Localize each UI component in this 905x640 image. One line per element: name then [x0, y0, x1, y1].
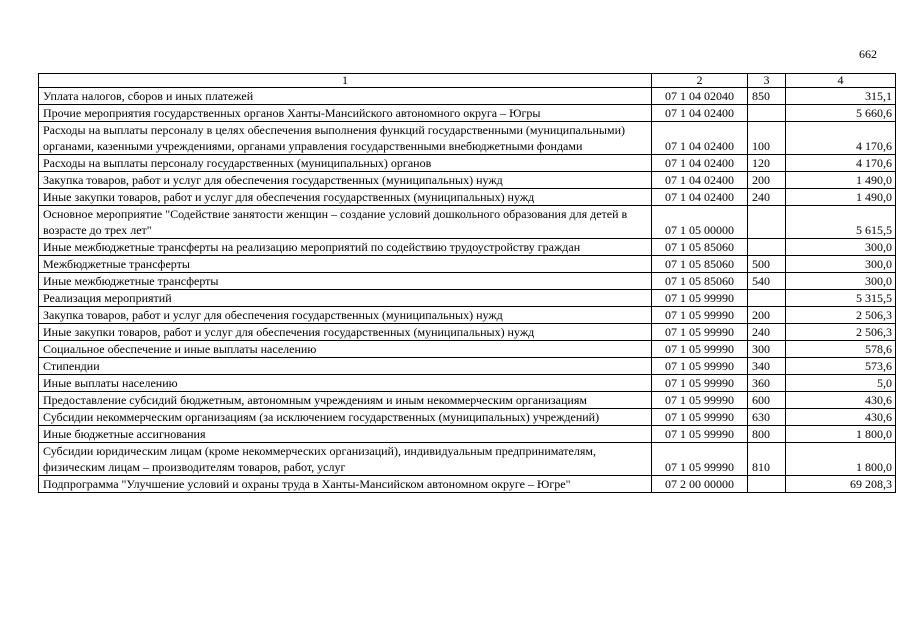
table-row	[39, 375, 896, 392]
row-type-cell: 630	[748, 409, 786, 426]
row-code-cell: 07 1 05 99990	[652, 392, 748, 409]
row-code-cell: 07 2 00 00000	[652, 476, 748, 493]
table-row	[39, 409, 896, 426]
row-name-cell: Социальное обеспечение и иные выплаты населению	[39, 341, 652, 358]
row-type-cell: 200	[748, 307, 786, 324]
table-row	[39, 392, 896, 409]
row-amount-cell: 430,6	[786, 409, 896, 426]
row-name-cell: Основное мероприятие "Содействие занятости женщин – создание условий дошкольного образования для детей в возрасте до трех лет"	[39, 206, 652, 239]
row-type-cell: 340	[748, 358, 786, 375]
row-code-cell: 07 1 04 02040	[652, 88, 748, 105]
row-amount-cell: 300,0	[786, 256, 896, 273]
row-code-cell: 07 1 05 99990	[652, 409, 748, 426]
table-row	[39, 155, 896, 172]
table-row	[39, 426, 896, 443]
row-amount-cell: 1 490,0	[786, 189, 896, 206]
row-type-cell: 240	[748, 189, 786, 206]
row-code-cell: 07 1 05 99990	[652, 307, 748, 324]
row-amount-cell: 5 660,6	[786, 105, 896, 122]
row-code-cell: 07 1 05 99990	[652, 341, 748, 358]
row-type-cell: 810	[748, 443, 786, 476]
row-name-cell: Прочие мероприятия государственных органов Ханты-Мансийского автономного округа – Югры	[39, 105, 652, 122]
row-type-cell	[748, 206, 786, 239]
row-amount-cell: 4 170,6	[786, 155, 896, 172]
row-amount-cell: 430,6	[786, 392, 896, 409]
row-amount-cell: 300,0	[786, 239, 896, 256]
row-code-cell: 07 1 05 99990	[652, 290, 748, 307]
table-row	[39, 189, 896, 206]
row-name-cell: Стипендии	[39, 358, 652, 375]
table-row	[39, 307, 896, 324]
row-amount-cell: 4 170,6	[786, 122, 896, 155]
row-type-cell: 100	[748, 122, 786, 155]
table-row	[39, 341, 896, 358]
row-amount-cell: 578,6	[786, 341, 896, 358]
table-row	[39, 324, 896, 341]
page-number: 662	[859, 47, 877, 61]
row-name-cell: Реализация мероприятий	[39, 290, 652, 307]
table-header-row	[39, 74, 896, 88]
row-code-cell: 07 1 04 02400	[652, 105, 748, 122]
row-type-cell: 500	[748, 256, 786, 273]
row-name-cell: Иные выплаты населению	[39, 375, 652, 392]
table-row	[39, 206, 896, 239]
row-amount-cell: 5 315,5	[786, 290, 896, 307]
row-name-cell: Подпрограмма "Улучшение условий и охраны труда в Ханты-Мансийском автономном округе – Югре"	[39, 476, 652, 493]
row-code-cell: 07 1 05 99990	[652, 426, 748, 443]
row-amount-cell: 1 800,0	[786, 426, 896, 443]
row-name-cell: Субсидии некоммерческим организациям (за исключением государственных (муниципальных) учреждений)	[39, 409, 652, 426]
row-name-cell: Иные закупки товаров, работ и услуг для обеспечения государственных (муниципальных) нужд	[39, 324, 652, 341]
row-type-cell: 360	[748, 375, 786, 392]
row-type-cell	[748, 239, 786, 256]
row-name-cell: Предоставление субсидий бюджетным, автономным учреждениям и иным некоммерческим организациям	[39, 392, 652, 409]
row-amount-cell: 69 208,3	[786, 476, 896, 493]
row-code-cell: 07 1 05 00000	[652, 206, 748, 239]
table-row	[39, 476, 896, 493]
table-row	[39, 239, 896, 256]
row-type-cell	[748, 476, 786, 493]
row-code-cell: 07 1 05 85060	[652, 256, 748, 273]
table-row	[39, 290, 896, 307]
row-amount-cell: 300,0	[786, 273, 896, 290]
row-amount-cell: 5,0	[786, 375, 896, 392]
row-type-cell: 300	[748, 341, 786, 358]
row-amount-cell: 573,6	[786, 358, 896, 375]
row-code-cell: 07 1 05 99990	[652, 375, 748, 392]
row-code-cell: 07 1 05 99990	[652, 324, 748, 341]
budget-table	[38, 73, 896, 493]
row-code-cell: 07 1 04 02400	[652, 189, 748, 206]
row-amount-cell: 1 490,0	[786, 172, 896, 189]
header-col-1: 1	[39, 74, 652, 88]
row-type-cell: 120	[748, 155, 786, 172]
row-name-cell: Закупка товаров, работ и услуг для обеспечения государственных (муниципальных) нужд	[39, 172, 652, 189]
row-type-cell: 600	[748, 392, 786, 409]
table-row	[39, 172, 896, 189]
row-name-cell: Иные межбюджетные трансферты на реализацию мероприятий по содействию трудоустройству граждан	[39, 239, 652, 256]
header-col-4: 4	[786, 74, 896, 88]
row-name-cell: Закупка товаров, работ и услуг для обеспечения государственных (муниципальных) нужд	[39, 307, 652, 324]
header-col-2: 2	[652, 74, 748, 88]
table-row	[39, 88, 896, 105]
row-code-cell: 07 1 05 99990	[652, 358, 748, 375]
row-name-cell: Межбюджетные трансферты	[39, 256, 652, 273]
row-code-cell: 07 1 04 02400	[652, 155, 748, 172]
row-name-cell: Иные закупки товаров, работ и услуг для обеспечения государственных (муниципальных) нужд	[39, 189, 652, 206]
row-type-cell: 200	[748, 172, 786, 189]
row-name-cell: Уплата налогов, сборов и иных платежей	[39, 88, 652, 105]
row-type-cell: 800	[748, 426, 786, 443]
row-amount-cell: 2 506,3	[786, 324, 896, 341]
table-row	[39, 105, 896, 122]
row-name-cell: Расходы на выплаты персоналу государственных (муниципальных) органов	[39, 155, 652, 172]
table-row	[39, 122, 896, 155]
row-type-cell	[748, 105, 786, 122]
row-type-cell: 540	[748, 273, 786, 290]
row-amount-cell: 5 615,5	[786, 206, 896, 239]
row-name-cell: Иные бюджетные ассигнования	[39, 426, 652, 443]
row-code-cell: 07 1 05 85060	[652, 273, 748, 290]
table-row	[39, 358, 896, 375]
row-amount-cell: 2 506,3	[786, 307, 896, 324]
row-code-cell: 07 1 04 02400	[652, 172, 748, 189]
row-name-cell: Расходы на выплаты персоналу в целях обеспечения выполнения функций государственными (муниципальными) органами, казенными учреждениями, органами управления государственными внебюджетными фондами	[39, 122, 652, 155]
row-amount-cell: 315,1	[786, 88, 896, 105]
table-row	[39, 256, 896, 273]
row-amount-cell: 1 800,0	[786, 443, 896, 476]
table-row	[39, 273, 896, 290]
table-row	[39, 443, 896, 476]
row-code-cell: 07 1 05 85060	[652, 239, 748, 256]
row-code-cell: 07 1 04 02400	[652, 122, 748, 155]
row-code-cell: 07 1 05 99990	[652, 443, 748, 476]
row-type-cell	[748, 290, 786, 307]
row-name-cell: Субсидии юридическим лицам (кроме некоммерческих организаций), индивидуальным предпринимателям, физическим лицам – производителям товаров, работ, услуг	[39, 443, 652, 476]
row-name-cell: Иные межбюджетные трансферты	[39, 273, 652, 290]
header-col-3: 3	[748, 74, 786, 88]
row-type-cell: 240	[748, 324, 786, 341]
row-type-cell: 850	[748, 88, 786, 105]
